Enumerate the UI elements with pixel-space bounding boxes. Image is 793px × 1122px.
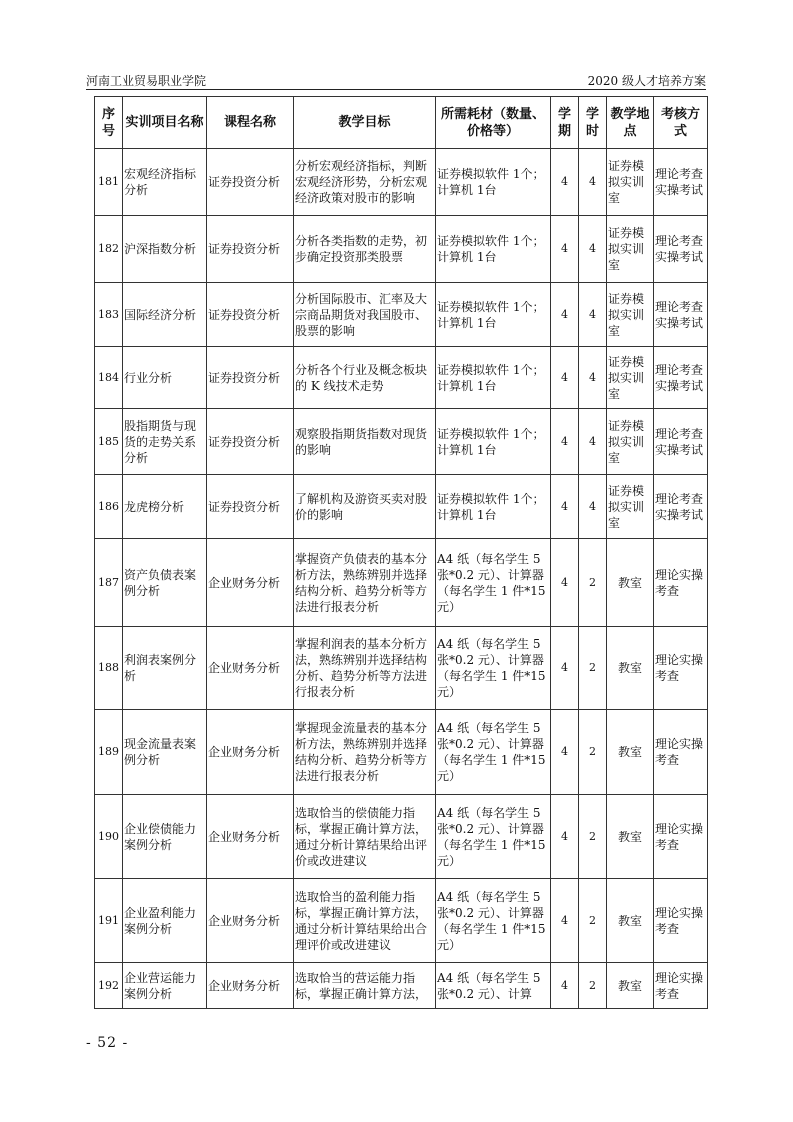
- row-term: 4: [551, 283, 579, 347]
- row-course: 企业财务分析: [207, 627, 294, 710]
- table-row: [95, 347, 708, 409]
- col-header-no: 序号: [95, 97, 123, 149]
- row-materials: 证券模拟软件 1个；计算机 1台: [436, 149, 551, 216]
- row-term: 4: [551, 347, 579, 409]
- row-hours: 2: [579, 710, 607, 795]
- row-assess: 理论实操考查: [654, 710, 708, 795]
- row-hours: 2: [579, 879, 607, 963]
- row-hours: 4: [579, 149, 607, 216]
- row-project: 国际经济分析: [123, 283, 207, 347]
- row-assess: 理论实操考查: [654, 795, 708, 879]
- col-header-course: 课程名称: [207, 97, 294, 149]
- row-no: 187: [95, 539, 123, 627]
- row-hours: 4: [579, 475, 607, 539]
- table-row: [95, 795, 708, 879]
- row-hours: 2: [579, 627, 607, 710]
- row-hours: 2: [579, 795, 607, 879]
- row-term: 4: [551, 627, 579, 710]
- row-materials: A4 纸（每名学生 5 张*0.2 元）、计算器（每名学生 1 件*15 元）: [436, 710, 551, 795]
- row-goal: 掌握利润表的基本分析方法，熟练辨别并选择结构分析、趋势分析等方法进行报表分析: [294, 627, 436, 710]
- row-no: 189: [95, 710, 123, 795]
- row-term: 4: [551, 539, 579, 627]
- row-no: 181: [95, 149, 123, 216]
- row-project: 企业盈利能力案例分析: [123, 879, 207, 963]
- row-course: 证券投资分析: [207, 283, 294, 347]
- row-course: 证券投资分析: [207, 475, 294, 539]
- row-term: 4: [551, 216, 579, 283]
- row-place: 教室: [607, 710, 654, 795]
- table-header-row: [95, 97, 708, 149]
- row-project: 股指期货与现货的走势关系分析: [123, 409, 207, 475]
- col-header-place: 教学地点: [607, 97, 654, 149]
- row-no: 186: [95, 475, 123, 539]
- row-place: 证券模拟实训室: [607, 283, 654, 347]
- row-assess: 理论实操考查: [654, 963, 708, 1009]
- col-header-project: 实训项目名称: [123, 97, 207, 149]
- row-no: 182: [95, 216, 123, 283]
- row-assess: 理论考查实操考试: [654, 475, 708, 539]
- row-goal: 掌握资产负债表的基本分析方法，熟练辨别并选择结构分析、趋势分析等方法进行报表分析: [294, 539, 436, 627]
- table-row: [95, 879, 708, 963]
- row-place: 教室: [607, 539, 654, 627]
- row-course: 证券投资分析: [207, 347, 294, 409]
- row-assess: 理论实操考查: [654, 539, 708, 627]
- table-row: [95, 409, 708, 475]
- row-goal: 分析国际股市、汇率及大宗商品期货对我国股市、股票的影响: [294, 283, 436, 347]
- row-no: 183: [95, 283, 123, 347]
- row-course: 证券投资分析: [207, 149, 294, 216]
- row-assess: 理论实操考查: [654, 627, 708, 710]
- row-course: 企业财务分析: [207, 963, 294, 1009]
- row-project: 企业营运能力案例分析: [123, 963, 207, 1009]
- row-materials: A4 纸（每名学生 5 张*0.2 元）、计算: [436, 963, 551, 1009]
- row-no: 184: [95, 347, 123, 409]
- row-assess: 理论考查实操考试: [654, 149, 708, 216]
- row-term: 4: [551, 409, 579, 475]
- training-table: [94, 96, 708, 1009]
- row-goal: 选取恰当的盈利能力指标，掌握正确计算方法，通过分析计算结果给出合理评价或改进建议: [294, 879, 436, 963]
- table-row: [95, 710, 708, 795]
- row-assess: 理论考查实操考试: [654, 347, 708, 409]
- row-hours: 4: [579, 347, 607, 409]
- row-place: 教室: [607, 795, 654, 879]
- row-goal: 选取恰当的营运能力指标，掌握正确计算方法，: [294, 963, 436, 1009]
- row-term: 4: [551, 475, 579, 539]
- row-hours: 4: [579, 409, 607, 475]
- row-materials: A4 纸（每名学生 5 张*0.2 元）、计算器（每名学生 1 件*15 元）: [436, 627, 551, 710]
- row-place: 教室: [607, 879, 654, 963]
- row-materials: A4 纸（每名学生 5 张*0.2 元）、计算器（每名学生 1 件*15 元）: [436, 879, 551, 963]
- row-course: 企业财务分析: [207, 539, 294, 627]
- row-materials: 证券模拟软件 1个；计算机 1台: [436, 216, 551, 283]
- row-no: 188: [95, 627, 123, 710]
- col-header-materials: 所需耗材（数量、价格等）: [436, 97, 551, 149]
- row-term: 4: [551, 795, 579, 879]
- row-project: 沪深指数分析: [123, 216, 207, 283]
- row-place: 证券模拟实训室: [607, 149, 654, 216]
- page-number: - 52 -: [86, 1035, 129, 1051]
- row-place: 证券模拟实训室: [607, 216, 654, 283]
- row-materials: 证券模拟软件 1个；计算机 1台: [436, 409, 551, 475]
- page-header: [86, 70, 706, 88]
- col-header-goal: 教学目标: [294, 97, 436, 149]
- row-project: 利润表案例分析: [123, 627, 207, 710]
- row-course: 证券投资分析: [207, 216, 294, 283]
- header-divider: [86, 89, 706, 90]
- row-project: 现金流量表案例分析: [123, 710, 207, 795]
- col-header-hours: 学时: [579, 97, 607, 149]
- table-row: [95, 283, 708, 347]
- row-course: 企业财务分析: [207, 879, 294, 963]
- row-no: 190: [95, 795, 123, 879]
- row-goal: 观察股指期货指数对现货的影响: [294, 409, 436, 475]
- row-materials: 证券模拟软件 1个；计算机 1台: [436, 347, 551, 409]
- table-row: [95, 539, 708, 627]
- row-goal: 分析宏观经济指标，判断宏观经济形势，分析宏观经济政策对股市的影响: [294, 149, 436, 216]
- row-place: 证券模拟实训室: [607, 475, 654, 539]
- table-row: [95, 963, 708, 1009]
- row-project: 资产负债表案例分析: [123, 539, 207, 627]
- row-no: 191: [95, 879, 123, 963]
- col-header-term: 学期: [551, 97, 579, 149]
- row-no: 192: [95, 963, 123, 1009]
- col-header-assess: 考核方式: [654, 97, 708, 149]
- row-place: 教室: [607, 627, 654, 710]
- row-materials: A4 纸（每名学生 5 张*0.2 元）、计算器（每名学生 1 件*15 元）: [436, 795, 551, 879]
- row-goal: 了解机构及游资买卖对股价的影响: [294, 475, 436, 539]
- row-term: 4: [551, 149, 579, 216]
- row-term: 4: [551, 879, 579, 963]
- header-doc-title: 2020 级人才培养方案: [587, 74, 706, 88]
- row-project: 宏观经济指标分析: [123, 149, 207, 216]
- row-hours: 2: [579, 539, 607, 627]
- row-goal: 选取恰当的偿债能力指标，掌握正确计算方法，通过分析计算结果给出评价或改进建议: [294, 795, 436, 879]
- row-no: 185: [95, 409, 123, 475]
- row-hours: 4: [579, 283, 607, 347]
- row-project: 行业分析: [123, 347, 207, 409]
- row-place: 证券模拟实训室: [607, 409, 654, 475]
- row-hours: 4: [579, 216, 607, 283]
- row-place: 证券模拟实训室: [607, 347, 654, 409]
- row-assess: 理论考查实操考试: [654, 216, 708, 283]
- row-assess: 理论实操考查: [654, 879, 708, 963]
- table-row: [95, 149, 708, 216]
- header-school: 河南工业贸易职业学院: [86, 74, 207, 88]
- row-materials: 证券模拟软件 1个；计算机 1台: [436, 475, 551, 539]
- row-course: 证券投资分析: [207, 409, 294, 475]
- row-hours: 2: [579, 963, 607, 1009]
- row-goal: 分析各类指数的走势，初步确定投资那类股票: [294, 216, 436, 283]
- row-project: 企业偿债能力案例分析: [123, 795, 207, 879]
- table-row: [95, 627, 708, 710]
- table-row: [95, 475, 708, 539]
- row-assess: 理论考查实操考试: [654, 283, 708, 347]
- row-place: 教室: [607, 963, 654, 1009]
- row-materials: 证券模拟软件 1个；计算机 1台: [436, 283, 551, 347]
- row-course: 企业财务分析: [207, 795, 294, 879]
- row-assess: 理论考查实操考试: [654, 409, 708, 475]
- row-materials: A4 纸（每名学生 5 张*0.2 元）、计算器（每名学生 1 件*15 元）: [436, 539, 551, 627]
- row-project: 龙虎榜分析: [123, 475, 207, 539]
- table-row: [95, 216, 708, 283]
- row-goal: 分析各个行业及概念板块的 K 线技术走势: [294, 347, 436, 409]
- row-term: 4: [551, 710, 579, 795]
- row-term: 4: [551, 963, 579, 1009]
- row-goal: 掌握现金流量表的基本分析方法，熟练辨别并选择结构分析、趋势分析等方法进行报表分析: [294, 710, 436, 795]
- row-course: 企业财务分析: [207, 710, 294, 795]
